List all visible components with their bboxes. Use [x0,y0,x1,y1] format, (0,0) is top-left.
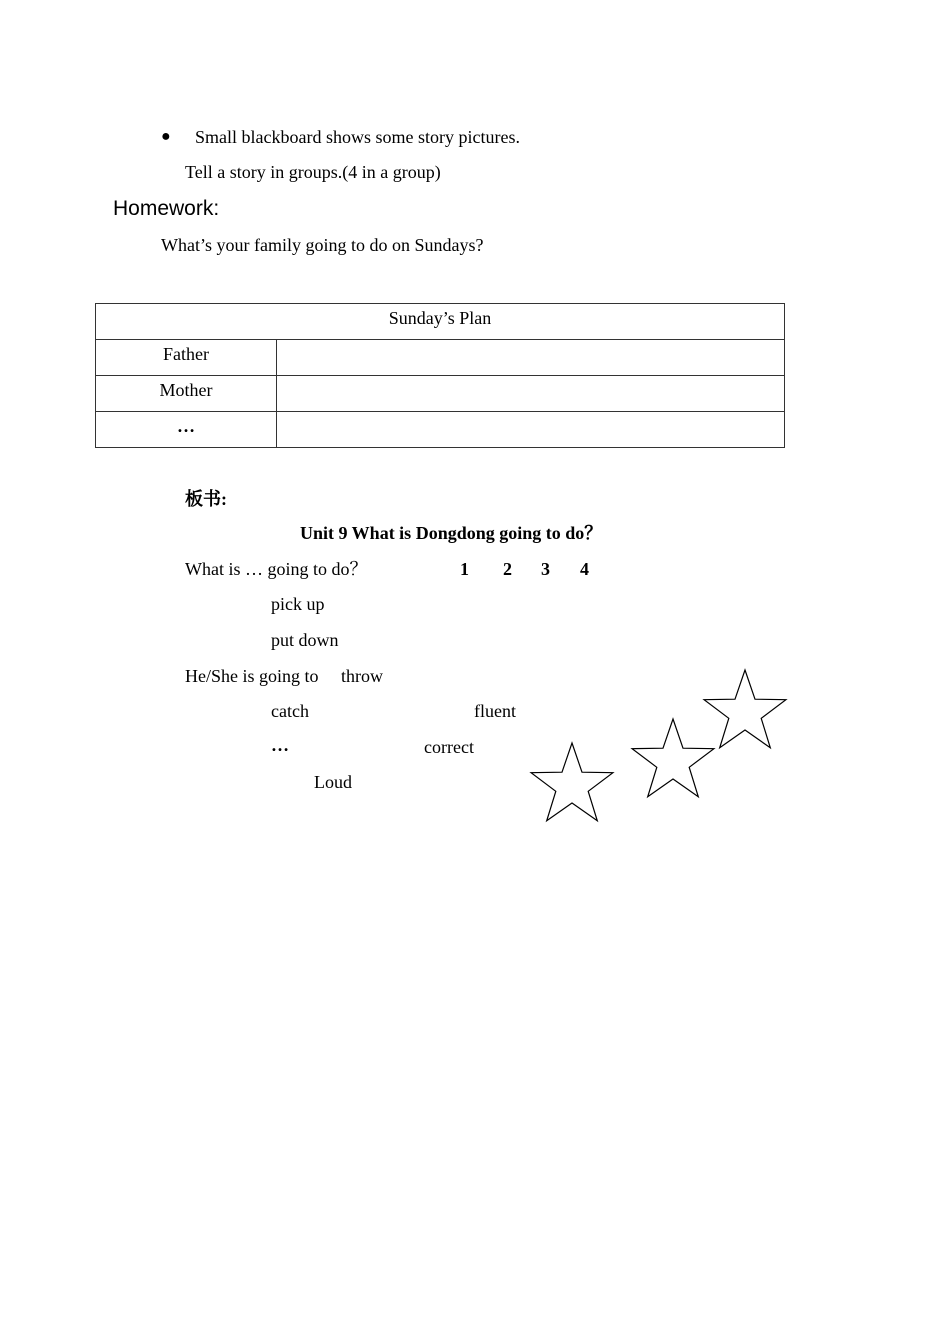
table-title: Sunday’s Plan [388,308,492,328]
number-2: 2 [503,559,512,579]
row-label: Mother [159,380,213,400]
star-icon [531,743,613,821]
star-icon [632,719,714,797]
criterion-correct: correct [424,737,474,757]
blackboard-label: 板书: [185,489,227,509]
homework-question: What’s your family going to do on Sundays? [161,235,484,255]
criterion-loud: Loud [314,772,352,792]
row-label: Father [163,344,209,364]
homework-heading: Homework: [113,197,220,220]
verb-catch: catch [271,701,309,721]
number-3: 3 [541,559,550,579]
activity-line-1: Small blackboard shows some story pictures. [195,127,520,147]
verb-put-down: put down [271,630,339,650]
verb-throw: throw [341,666,383,686]
blackboard-title: Unit 9 What is Dongdong going to do？ [300,523,603,543]
verb-ellipsis: … [271,735,289,755]
number-4: 4 [580,559,589,579]
star-icon [704,670,786,748]
verb-pick-up: pick up [271,594,325,614]
number-1: 1 [460,559,469,579]
sentence-start: He/She is going to [185,666,319,686]
question-line: What is … going to do？ [185,559,368,579]
row-label: … [177,416,195,436]
bullet-icon: ● [161,128,171,145]
activity-line-2: Tell a story in groups.(4 in a group) [185,162,441,182]
criterion-fluent: fluent [474,701,516,721]
